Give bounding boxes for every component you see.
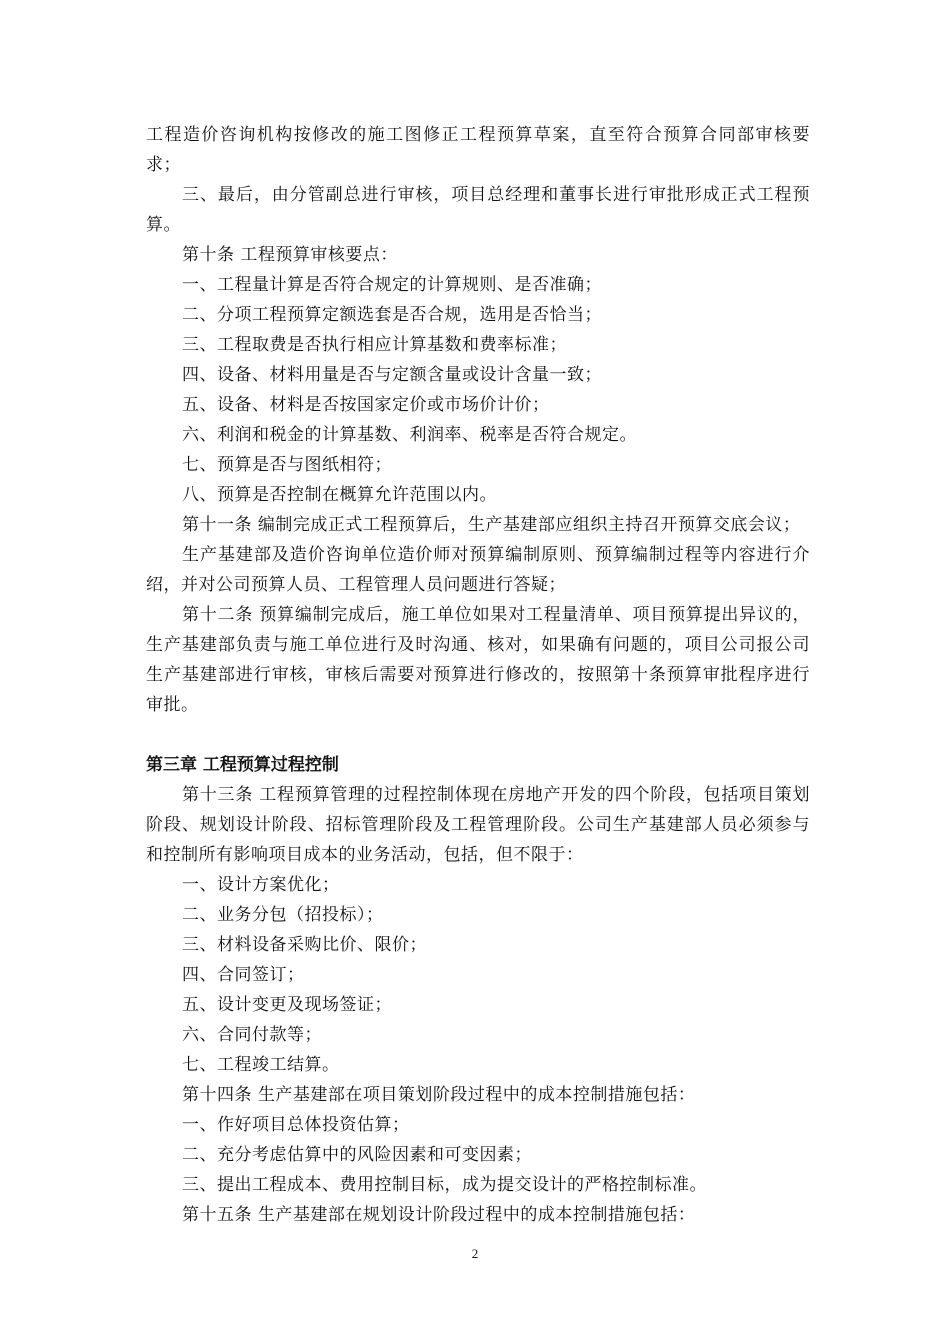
paragraph: 二、业务分包（招投标）； xyxy=(182,905,384,925)
paragraph: 工程造价咨询机构按修改的施工图修正工程预算草案，直至符合预算合同部审核要求； xyxy=(146,125,810,175)
paragraph: 三、最后，由分管副总进行审核，项目总经理和董事长进行审批形成正式工程预算。 xyxy=(146,185,810,235)
paragraph: 三、材料设备采购比价、限价； xyxy=(182,935,427,955)
paragraph: 四、合同签订； xyxy=(182,965,305,985)
paragraph: 七、工程竣工结算。 xyxy=(182,1055,340,1075)
chapter-heading: 第三章 工程预算过程控制 xyxy=(146,755,339,775)
paragraph: 第十二条 预算编制完成后，施工单位如果对工程量清单、项目预算提出异议的，生产基建部负责与施工单位进行及时沟通、核对，如果确有问题的，项目公司报公司生产基建部进行审核，审核后需要对预算进行修改的，按照第十条预算审批程序进行审批。 xyxy=(146,605,810,715)
blank-line xyxy=(146,720,810,750)
paragraph: 三、提出工程成本、费用控制目标，成为提交设计的严格控制标准。 xyxy=(182,1175,707,1195)
paragraph: 二、充分考虑估算中的风险因素和可变因素； xyxy=(182,1145,532,1165)
paragraph: 七、预算是否与图纸相符； xyxy=(182,455,392,475)
paragraph: 第十条 工程预算审核要点： xyxy=(182,245,398,265)
paragraph: 一、设计方案优化； xyxy=(182,875,340,895)
paragraph: 生产基建部及造价咨询单位造价师对预算编制原则、预算编制过程等内容进行介绍，并对公司预算人员、工程管理人员问题进行答疑； xyxy=(146,545,810,595)
paragraph: 一、工程量计算是否符合规定的计算规则、是否准确； xyxy=(182,275,602,295)
paragraph: 五、设备、材料是否按国家定价或市场价计价； xyxy=(182,395,550,415)
paragraph: 六、合同付款等； xyxy=(182,1025,322,1045)
paragraph: 二、分项工程预算定额选套是否合规，选用是否恰当； xyxy=(182,305,602,325)
paragraph: 第十一条 编制完成正式工程预算后，生产基建部应组织主持召开预算交底会议； xyxy=(182,515,801,535)
paragraph: 第十五条 生产基建部在规划设计阶段过程中的成本控制措施包括： xyxy=(182,1205,696,1225)
paragraph: 八、预算是否控制在概算允许范围以内。 xyxy=(182,485,497,505)
paragraph: 一、作好项目总体投资估算； xyxy=(182,1115,410,1135)
paragraph: 三、工程取费是否执行相应计算基数和费率标准； xyxy=(182,335,567,355)
paragraph: 六、利润和税金的计算基数、利润率、税率是否符合规定。 xyxy=(182,425,637,445)
paragraph: 第十四条 生产基建部在项目策划阶段过程中的成本控制措施包括： xyxy=(182,1085,696,1105)
paragraph: 五、设计变更及现场签证； xyxy=(182,995,392,1015)
paragraph: 四、设备、材料用量是否与定额含量或设计含量一致； xyxy=(182,365,602,385)
body-text xyxy=(146,120,810,1230)
paragraph: 第十三条 工程预算管理的过程控制体现在房地产开发的四个阶段，包括项目策划阶段、规划设计阶段、招标管理阶段及工程管理阶段。公司生产基建部人员必须参与和控制所有影响项目成本的业务活动，包括，但不限于： xyxy=(146,785,810,865)
page-number: 2 xyxy=(471,1246,479,1261)
